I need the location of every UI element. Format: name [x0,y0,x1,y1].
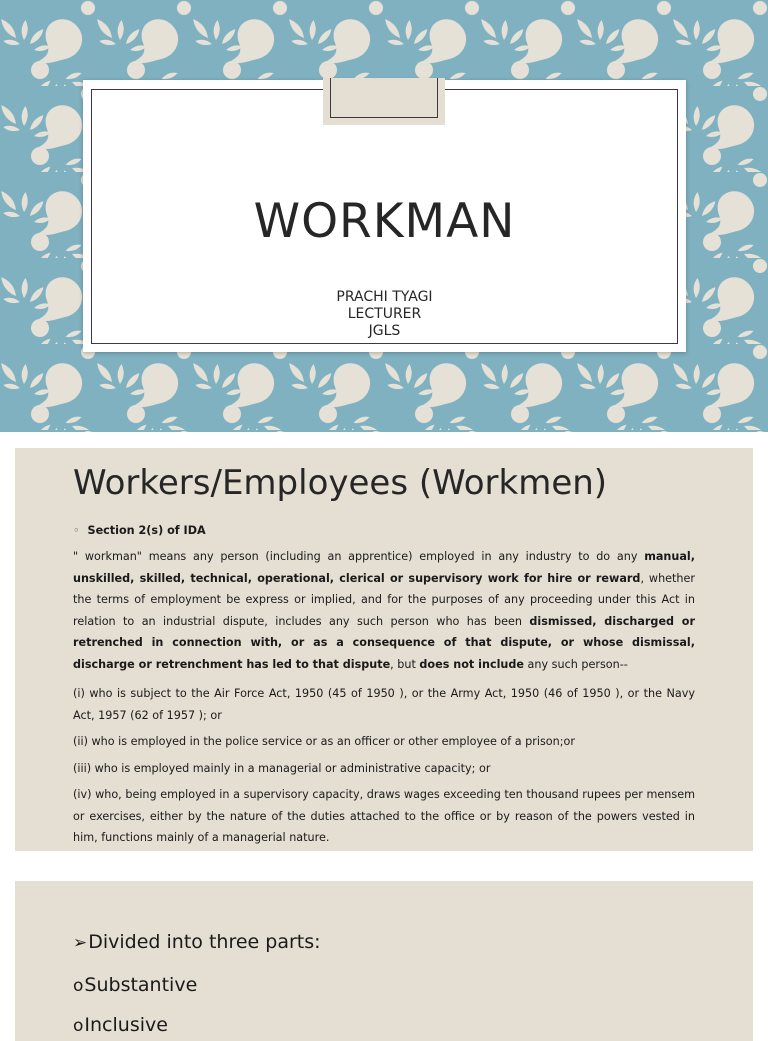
definition-run: any such person-- [523,657,628,671]
circle-bullet-icon: o [73,976,84,996]
definition-run: " workman" means any person (including an apprentice) employed in any industry to do any [73,550,645,563]
section-label: Section 2(s) of IDA [87,524,206,537]
definition-run: , but [390,657,420,671]
slide-subtitle [83,289,686,340]
title-card [83,80,686,352]
definition-run-bold: manual, unskilled, skilled, technical, operational, clerical or supervisory work for hire or reward [73,550,695,585]
part-item-text: Substantive [84,974,198,996]
exclusion-item-iii: (iii) who is employed mainly in a managerial or administrative capacity; or [73,761,491,775]
workman-definition [73,546,695,675]
definition-run: , whether the terms of employment be express or implied, and for the purposes of any proceeding under this Act in relation to an industrial dispute, includes any such person who has been [73,571,695,628]
title-card-tab [323,78,445,125]
section-bullet-icon: ◦ [73,524,80,537]
title-slide [0,0,768,432]
arrow-bullet-icon: ➢ [73,933,88,953]
part-item [73,974,197,996]
parts-slide [15,881,753,1041]
circle-bullet-icon: o [73,1016,84,1036]
parts-heading [73,931,321,953]
exclusion-item-iv: (iv) who, being employed in a supervisory capacity, draws wages exceeding ten thousand rupees per mensem or exercises, either by the nature of the duties attached to the office or by reason of the powers vested in him, functions mainly of a managerial nature. [73,788,695,844]
definition-run-bold: dismissed, discharged or retrenched in connection with, or as a consequence of that dispute, or whose dismissal, discharge or retrenchment has led to that dispute [73,614,695,671]
section-heading [73,524,695,537]
definition-run-bold: does not include [419,657,524,671]
part-item [73,1014,168,1036]
author-institution: JGLS [368,323,401,339]
author-role: LECTURER [347,306,422,322]
definition-slide-title: Workers/Employees (Workmen) [73,463,608,503]
parts-heading-text: Divided into three parts: [88,931,321,953]
slide-title: WORKMAN [253,194,516,249]
exclusion-item-i: (i) who is subject to the Air Force Act, 1950 (45 of 1950 ), or the Army Act, 1950 (46 of 1950 ), or the Navy Act, 1957 (62 of 1957 ); or [73,687,695,722]
part-item-text: Inclusive [84,1014,168,1036]
definition-slide-body [73,524,695,851]
author-name: PRACHI TYAGI [336,289,433,305]
exclusion-item-ii: (ii) who is employed in the police service or as an officer or other employee of a prison;or [73,735,575,748]
definition-slide [15,448,753,851]
